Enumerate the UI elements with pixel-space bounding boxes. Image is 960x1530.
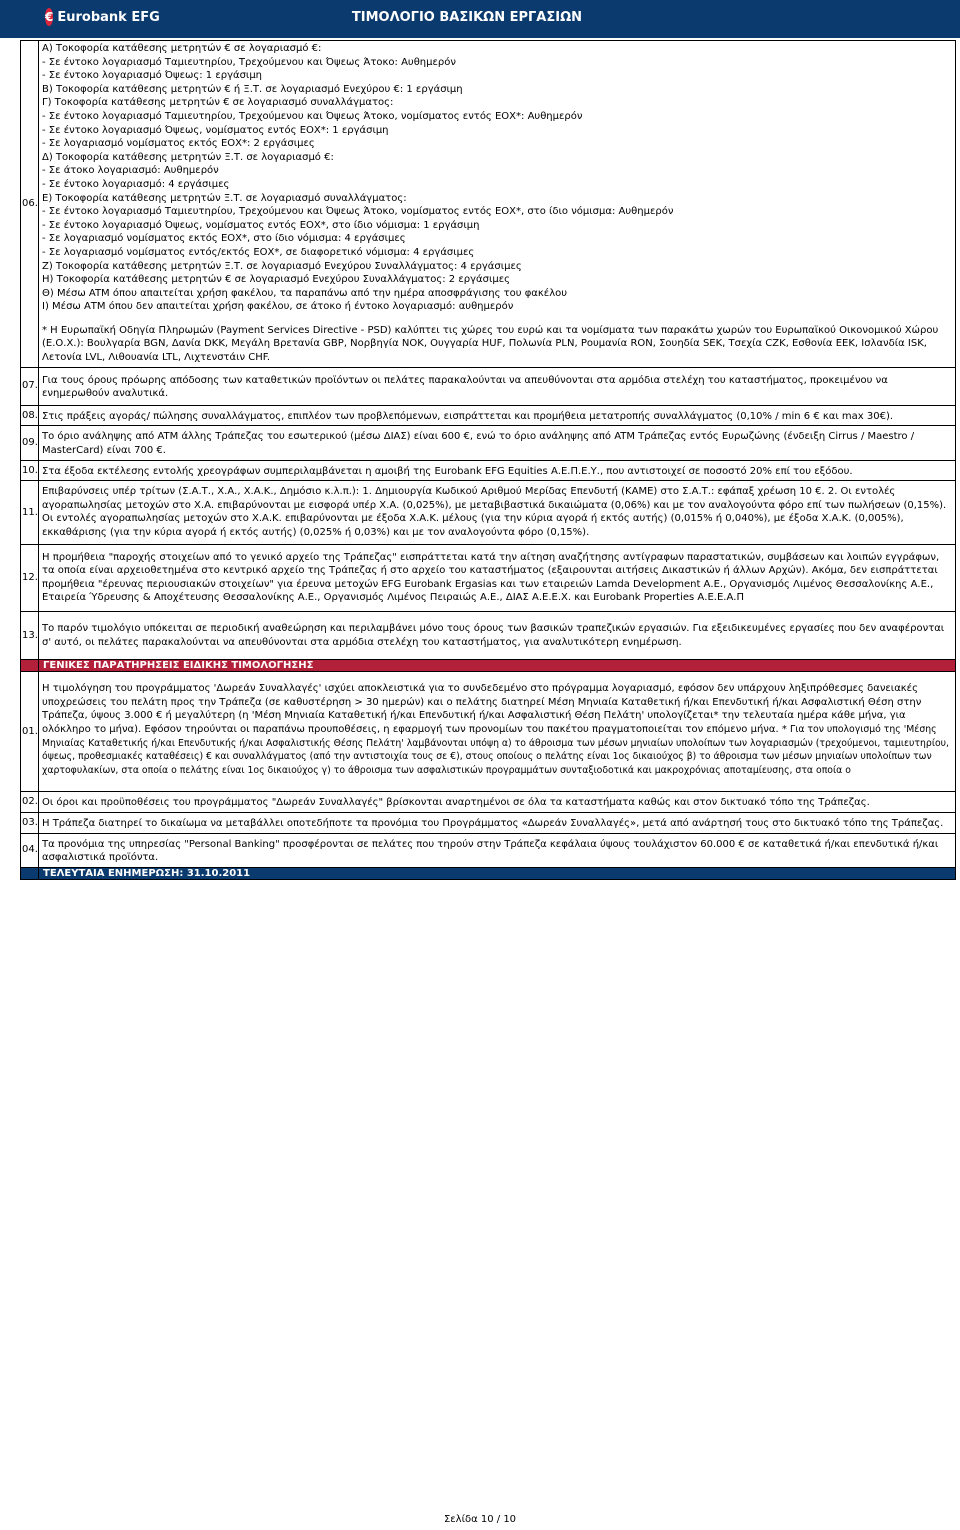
- row-text-footnote: Για τον υπολογισμό της 'Μέσης Μηνιαίας Καταθετικής ή/και Επενδυτικής ή/και Ασφαλιστικής Θέσης Πελάτη' λαμβάνονται υπόψη α) το άθροισμα των μέσων μηνιαίων υπολοίπων των λογαριασμών (τρεχούμενοι, ταμιευτηρίου, όψεως, προθεσμιακές καταθέσεις) € και συναλλάγματος (από την αντιστοιχία τους σε €), στους οποίους ο πελάτης είναι 1ος δικαιούχος β) το άθροισμα των μέσων μηνιαίων υπολοίπων των χαρτοφυλακίων, στα οποία ο πελάτης είναι 1ος δικαιούχος γ) το άθροισμα των ασφαλιστικών προγραμμάτων συνταξιοδοτικά και μακροχρόνιας αποταμίευσης, στα οποία ο: [42, 723, 949, 776]
- row-number: 09.: [21, 426, 39, 460]
- row-text: Στις πράξεις αγοράς/ πώλησης συναλλάγματος, επιπλέον των προβλεπόμενων, εισπράττεται και προμήθεια μετατροπής συναλλάγματος (0,10% / min 6 € και max 30€).: [39, 405, 956, 426]
- row-number: 10.: [21, 460, 39, 481]
- last-update-row: [21, 867, 956, 879]
- row-text: Η προμήθεια "παροχής στοιχείων από το γενικό αρχείο της Τράπεζας" εισπράττεται κατά την αίτηση αναζήτησης αντίγραφων παραστατικών, συμβάσεων και λοιπών εγγράφων, τα οποία είναι αρχειοθετημένα στο κεντρικό αρχείο της Τράπεζας ή στο αρχείο του καταστήματος (εξαιρουνται αιτήσεις Δικαστικών ή άλλων Αρχών). Ακόμα, δεν εισπράττεται προμήθεια "έρευνας περιουσιακών στοιχείων" για έρευνα μετοχών EFG Eurobank Ergasias και των εταιρειών Lamda Development Α.Ε., Οργανισμός Λιμένος Θεσσαλονίκης Α.Ε., Εταιρεία Ύδρευσης & Αποχέτευσης Θεσσαλονίκης Α.Ε., Οργανισμός Λιμένος Πειραιώς Α.Ε., ΔΙΑΣ Α.Ε.Ε.Χ. και Eurobank Properties Α.Ε.Ε.Α.Π: [39, 544, 956, 611]
- text-line: Ε) Τοκοφορία κατάθεσης μετρητών Ξ.Τ. σε λογαριασμό συναλλάγματος:: [42, 192, 407, 204]
- row-text: Στα έξοδα εκτέλεσης εντολής χρεογράφων συμπεριλαμβάνεται η αμοιβή της Eurobank EFG Equities Α.Ε.Π.Ε.Υ., που αντιστοιχεί σε ποσοστό 20% επί του εξόδου.: [39, 460, 956, 481]
- table-row: [21, 367, 956, 405]
- row-number: 04.: [21, 833, 39, 867]
- text-line: - Σε έντοκο λογαριασμό Ταμιευτηρίου, Τρεχούμενου και Όψεως Άτοκο: Αυθημερόν: [42, 56, 456, 68]
- row-text-main: Η τιμολόγηση του προγράμματος 'Δωρεάν Συναλλαγές' ισχύει αποκλειστικά για το συνδεδεμένο στο πρόγραμμα λογαριασμό, εφόσον δεν υπάρχουν ληξιπρόθεσμες δανειακές υποχρεώσεις του πελάτη προς την Τράπεζα (σε καθυστέρηση > 30 ημερών) και ο πελάτης διατηρεί Μέση Μηνιαία Καταθετική ή/και Επενδυτική ή/και Ασφαλιστική Θέση στην Τράπεζα, ύψους 3.000 € ή μεγαλύτερη (η 'Μέση Μηνιαία Καταθετική ή/και Επενδυτική ή/και Ασφαλιστική Θέση Πελάτη' υπολογίζεται* την τελευταία ημέρα κάθε μήνα, για ολόκληρο το μήνα). Εφόσον τηρούνται οι παραπάνω προυποθέσεις, η εφαρμογή των προνομίων του πακέτου πραγματοποιείται τον επόμενο μήνα. *: [42, 683, 922, 735]
- text-line: Ζ) Τοκοφορία κατάθεσης μετρητών Ξ.Τ. σε λογαριασμό Ενεχύρου Συναλλάγματος: 4 εργάσιμες: [42, 260, 522, 272]
- table-row: [21, 405, 956, 426]
- euro-icon: €: [45, 10, 54, 24]
- row-text: [39, 41, 956, 368]
- section-header-spacer: [21, 660, 39, 672]
- row-number: 06.: [21, 41, 39, 368]
- row-text: Το όριο ανάληψης από ATM άλλης Τράπεζας του εσωτερικού (μέσω ΔΙΑΣ) είναι 600 €, ενώ το όριο ανάληψης από ATM Τράπεζας εντός Ευρωζώνης (ένδειξη Cirrus / Maestro / MasterCard) είναι 700 €.: [39, 426, 956, 460]
- row-number: 01.: [21, 672, 39, 792]
- text-line: Ι) Μέσω ΑΤΜ όπου δεν απαιτείται χρήση φακέλου, σε άτοκο ή έντοκο λογαριασμό: αυθημερόν: [42, 301, 514, 313]
- table-row: [21, 792, 956, 813]
- text-line: - Σε άτοκο λογαριασμό: Αυθημερόν: [42, 165, 219, 177]
- text-line: - Σε λογαριασμό νομίσματος εντός/εκτός ΕΟΧ*, σε διαφορετικό νόμισμα: 4 εργάσιμες: [42, 246, 475, 258]
- text-line: Β) Τοκοφορία κατάθεσης μετρητών € ή Ξ.Τ. σε λογαριασμό Ενεχύρου €: 1 εργάσιμη: [42, 83, 463, 95]
- row-number: 12.: [21, 544, 39, 611]
- row-text: [39, 672, 956, 792]
- logo-text: Eurobank EFG: [57, 9, 160, 25]
- row-number: 03.: [21, 812, 39, 833]
- psd-note: * Η Ευρωπαϊκή Οδηγία Πληρωμών (Payment Services Directive - PSD) καλύπτει τις χώρες του ευρώ και τα νομίσματα των παρακάτω χωρών του Ευρωπαϊκού Οικονομικού Χώρου (Ε.Ο.Χ.): Βουλγαρία BGN, Δανία DKK, Μεγάλη Βρετανία GBP, Νορβηγία NOK, Ουγγαρία HUF, Πολωνία PLN, Ρουμανία RON, Σουηδία SEK, Τσεχία CZK, Εσθονία ΕΕΚ, Ισλανδία ISK, Λετονία LVL, Λιθουανία LTL, Λιχτενστάιν CHF.: [42, 324, 939, 364]
- row-text: Επιβαρύνσεις υπέρ τρίτων (Σ.Α.Τ., Χ.Α., Χ.Α.Κ., Δημόσιο κ.λ.π.): 1. Δημιουργία Κωδικού Αριθμού Μερίδας Επενδυτή (ΚΑΜΕ) στο Σ.Α.Τ.: εφάπαξ χρέωση 10 €. 2. Οι εντολές αγοραπωλησίας μετοχών στο Χ.Α. επιβαρύνονται με εισφορά υπέρ Χ.Α. (0,025%), με μεταβιβαστικά δικαιώματα (0,06%) και με τον αναλογούντα φόρο επί των πωλήσεων (0,15%). Οι εντολές αγοραπωλησίας μετοχών στο Χ.Α.Κ. επιβαρύνονται με έξοδα Χ.Α.Κ. μέλους (για την κύρια αγορά ή εκτός αυτής) (0,015% ή 0,040%), με έξοδα Χ.Α.Κ. (0,005%), εκκαθάρισης (για την κύρια αγορά ή εκτός αυτής) (0,025% ή 0,03%) και με τον αναλογούντα φόρο (0,15%).: [39, 481, 956, 544]
- text-line: - Σε έντοκο λογαριασμό: 4 εργάσιμες: [42, 178, 230, 190]
- page-header: [0, 0, 960, 38]
- last-update-spacer: [21, 867, 39, 879]
- row-text: Για τους όρους πρόωρης απόδοσης των καταθετικών προϊόντων οι πελάτες παρακαλούνται να απευθύνονται στα αρμόδια στελέχη του καταστήματος, προκειμένου να ενημερωθούν αναλυτικά.: [39, 367, 956, 405]
- last-update: ΤΕΛΕΥΤΑΙΑ ΕΝΗΜΕΡΩΣΗ: 31.10.2011: [39, 867, 956, 879]
- table-row: [21, 460, 956, 481]
- row-text: Το παρόν τιμολόγιο υπόκειται σε περιοδική αναθεώρηση και περιλαμβάνει μόνο τους όρους των βασικών τραπεζικών εργασιών. Για εξειδικευμένες εργασίες που δεν αναφέρονται σ' αυτό, οι πελάτες παρακαλούνται να απευθύνονται στα αρμόδια στελέχη του καταστήματος, για αναλυτικότερη ενημέρωση.: [39, 611, 956, 659]
- row-number: 02.: [21, 792, 39, 813]
- page-number: Σελίδα 10 / 10: [443, 1514, 517, 1525]
- text-line: - Σε έντοκο λογαριασμό Όψεως, νομίσματος εντός ΕΟΧ*, στο ίδιο νόμισμα: 1 εργάσιμη: [42, 219, 480, 231]
- text-line: - Σε έντοκο λογαριασμό Όψεως: 1 εργάσιμη: [42, 70, 263, 82]
- section-title: ΓΕΝΙΚΕΣ ΠΑΡΑΤΗΡΗΣΕΙΣ ΕΙΔΙΚΗΣ ΤΙΜΟΛΟΓΗΣΗΣ: [39, 660, 956, 672]
- table-row: [21, 481, 956, 544]
- eurobank-logo: [45, 6, 160, 28]
- text-line: Θ) Μέσω ATM όπου απαιτείται χρήση φακέλου, τα παραπάνω από την ημέρα αποσφράγισης του φακέλου: [42, 287, 568, 299]
- text-line: Γ) Τοκοφορία κατάθεσης μετρητών € σε λογαριασμό συναλλάγματος:: [42, 97, 394, 109]
- text-line: - Σε έντοκο λογαριασμό Όψεως, νομίσματος εντός ΕΟΧ*: 1 εργάσιμη: [42, 124, 389, 136]
- table-row: [21, 672, 956, 792]
- text-line: Η) Τοκοφορία κατάθεσης μετρητών € σε λογαριασμό Ενεχύρου Συναλλάγματος: 2 εργάσιμες: [42, 274, 510, 286]
- table-row: [21, 426, 956, 460]
- table-row: [21, 833, 956, 867]
- text-line: Δ) Τοκοφορία κατάθεσης μετρητών Ξ.Τ. σε λογαριασμό €:: [42, 151, 334, 163]
- section-header-row: [21, 660, 956, 672]
- row-text: Η Τράπεζα διατηρεί το δικαίωμα να μεταβάλλει οποτεδήποτε τα προνόμια του Προγράμματος «Δωρεάν Συναλλαγές», μετά από ανάρτησή τους στο δικτυακό τόπο της Τράπεζας.: [39, 812, 956, 833]
- row-number: 11.: [21, 481, 39, 544]
- table-row: [21, 812, 956, 833]
- text-line: - Σε έντοκο λογαριασμό Ταμιευτηρίου, Τρεχούμενου και Όψεως Άτοκο, νομίσματος εντός ΕΟΧ*: Αυθημερόν: [42, 110, 583, 122]
- row-number: 13.: [21, 611, 39, 659]
- table-row: [21, 41, 956, 368]
- text-line: - Σε έντοκο λογαριασμό Ταμιευτηρίου, Τρεχούμενου και Όψεως Άτοκο, νομίσματος εντός ΕΟΧ*, στο ίδιο νόμισμα: Αυθημερόν: [42, 206, 674, 218]
- table-row: [21, 544, 956, 611]
- row-number: 07.: [21, 367, 39, 405]
- tariff-content: [20, 40, 956, 880]
- row-number: 08.: [21, 405, 39, 426]
- text-line: - Σε λογαριασμό νομίσματος εκτός ΕΟΧ*, στο ίδιο νόμισμα: 4 εργάσιμες: [42, 233, 406, 245]
- page-title: ΤΙΜΟΛΟΓΙΟ ΒΑΣΙΚΩΝ ΕΡΓΑΣΙΩΝ: [351, 10, 582, 25]
- table-row: [21, 611, 956, 659]
- text-line: Α) Τοκοφορία κατάθεσης μετρητών € σε λογαριασμό €:: [42, 43, 322, 54]
- row-text: Οι όροι και προϋποθέσεις του προγράμματος "Δωρεάν Συναλλαγές" βρίσκονται αναρτημένοι σε όλα τα καταστήματα καθώς και στον δικτυακό τόπο της Τράπεζας.: [39, 792, 956, 813]
- tariff-table: [20, 40, 956, 880]
- text-line: - Σε λογαριασμό νομίσματος εκτός ΕΟΧ*: 2 εργάσιμες: [42, 138, 315, 150]
- row-text: Τα προνόμια της υπηρεσίας "Personal Banking" προσφέρονται σε πελάτες που τηρούν στην Τράπεζα κεφάλαια ύψους τουλάχιστον 60.000 € σε καταθετικά ή/και επενδυτικά ή/και ασφαλιστικά προϊόντα.: [39, 833, 956, 867]
